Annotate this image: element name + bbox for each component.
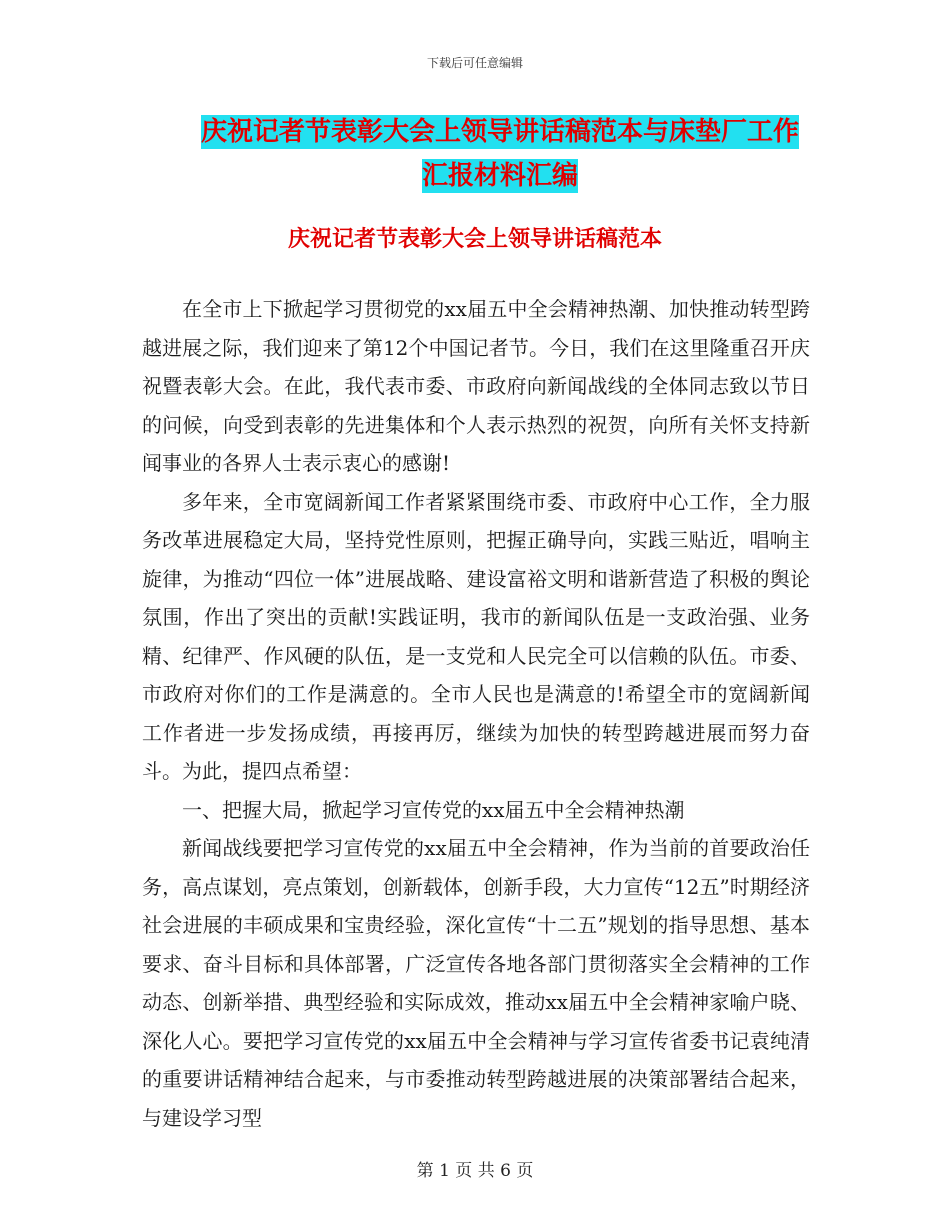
body-text bbox=[142, 290, 810, 1137]
paragraph-heading: 一、把握大局，掀起学习宣传党的xx届五中全会精神热潮 bbox=[182, 797, 685, 822]
document-title bbox=[140, 110, 860, 198]
header-note: 下载后可任意编辑 bbox=[426, 56, 523, 70]
paragraph: 多年来，全市宽阔新闻工作者紧紧围绕市委、市政府中心工作，全力服务改革进展稳定大局，坚持党性原则，把握正确导向，实践三贴近，唱响主旋律，为推动“四位一体”进展战略、建设富裕文明和谐新营造了积极的舆论氛围，作出了突出的贡献!实践证明，我市的新闻队伍是一支政治强、业务精、纪律严、作风硬的队伍，是一支党和人民完全可以信赖的队伍。市委、市政府对你们的工作是满意的。全市人民也是满意的!希望全市的宽阔新闻工作者进一步发扬成绩，再接再厉，继续为加快的转型跨越进展而努力奋斗。为此，提四点希望： bbox=[142, 489, 810, 783]
page-number: 第 1 页 共 6 页 bbox=[416, 1161, 534, 1181]
title-line-2: 汇报材料汇编 bbox=[421, 161, 578, 191]
paragraph: 新闻战线要把学习宣传党的xx届五中全会精神，作为当前的首要政治任务，高点谋划，亮点策划，创新载体，创新手段，大力宣传“12五”时期经济社会进展的丰硕成果和宝贵经验，深化宣传“十二五”规划的指导思想、基本要求、奋斗目标和具体部署，广泛宣传各地各部门贯彻落实全会精神的工作动态、创新举措、典型经验和实际成效，推动xx届五中全会精神家喻户晓、深化人心。要把学习宣传党的xx届五中全会精神与学习宣传省委书记袁纯清的重要讲话精神结合起来，与市委推动转型跨越进展的决策部署结合起来，与建设学习型 bbox=[142, 836, 810, 1130]
section-title: 庆祝记者节表彰大会上领导讲话稿范本 bbox=[287, 226, 662, 252]
paragraph: 在全市上下掀起学习贯彻党的xx届五中全会精神热潮、加快推动转型跨越进展之际，我们迎来了第12个中国记者节。今日，我们在这里隆重召开庆祝暨表彰大会。在此，我代表市委、市政府向新闻战线的全体同志致以节日的问候，向受到表彰的先进集体和个人表示热烈的祝贺，向所有关怀支持新闻事业的各界人士表示衷心的感谢! bbox=[142, 297, 810, 475]
title-line-1: 庆祝记者节表彰大会上领导讲话稿范本与床垫厂工作 bbox=[200, 117, 799, 147]
